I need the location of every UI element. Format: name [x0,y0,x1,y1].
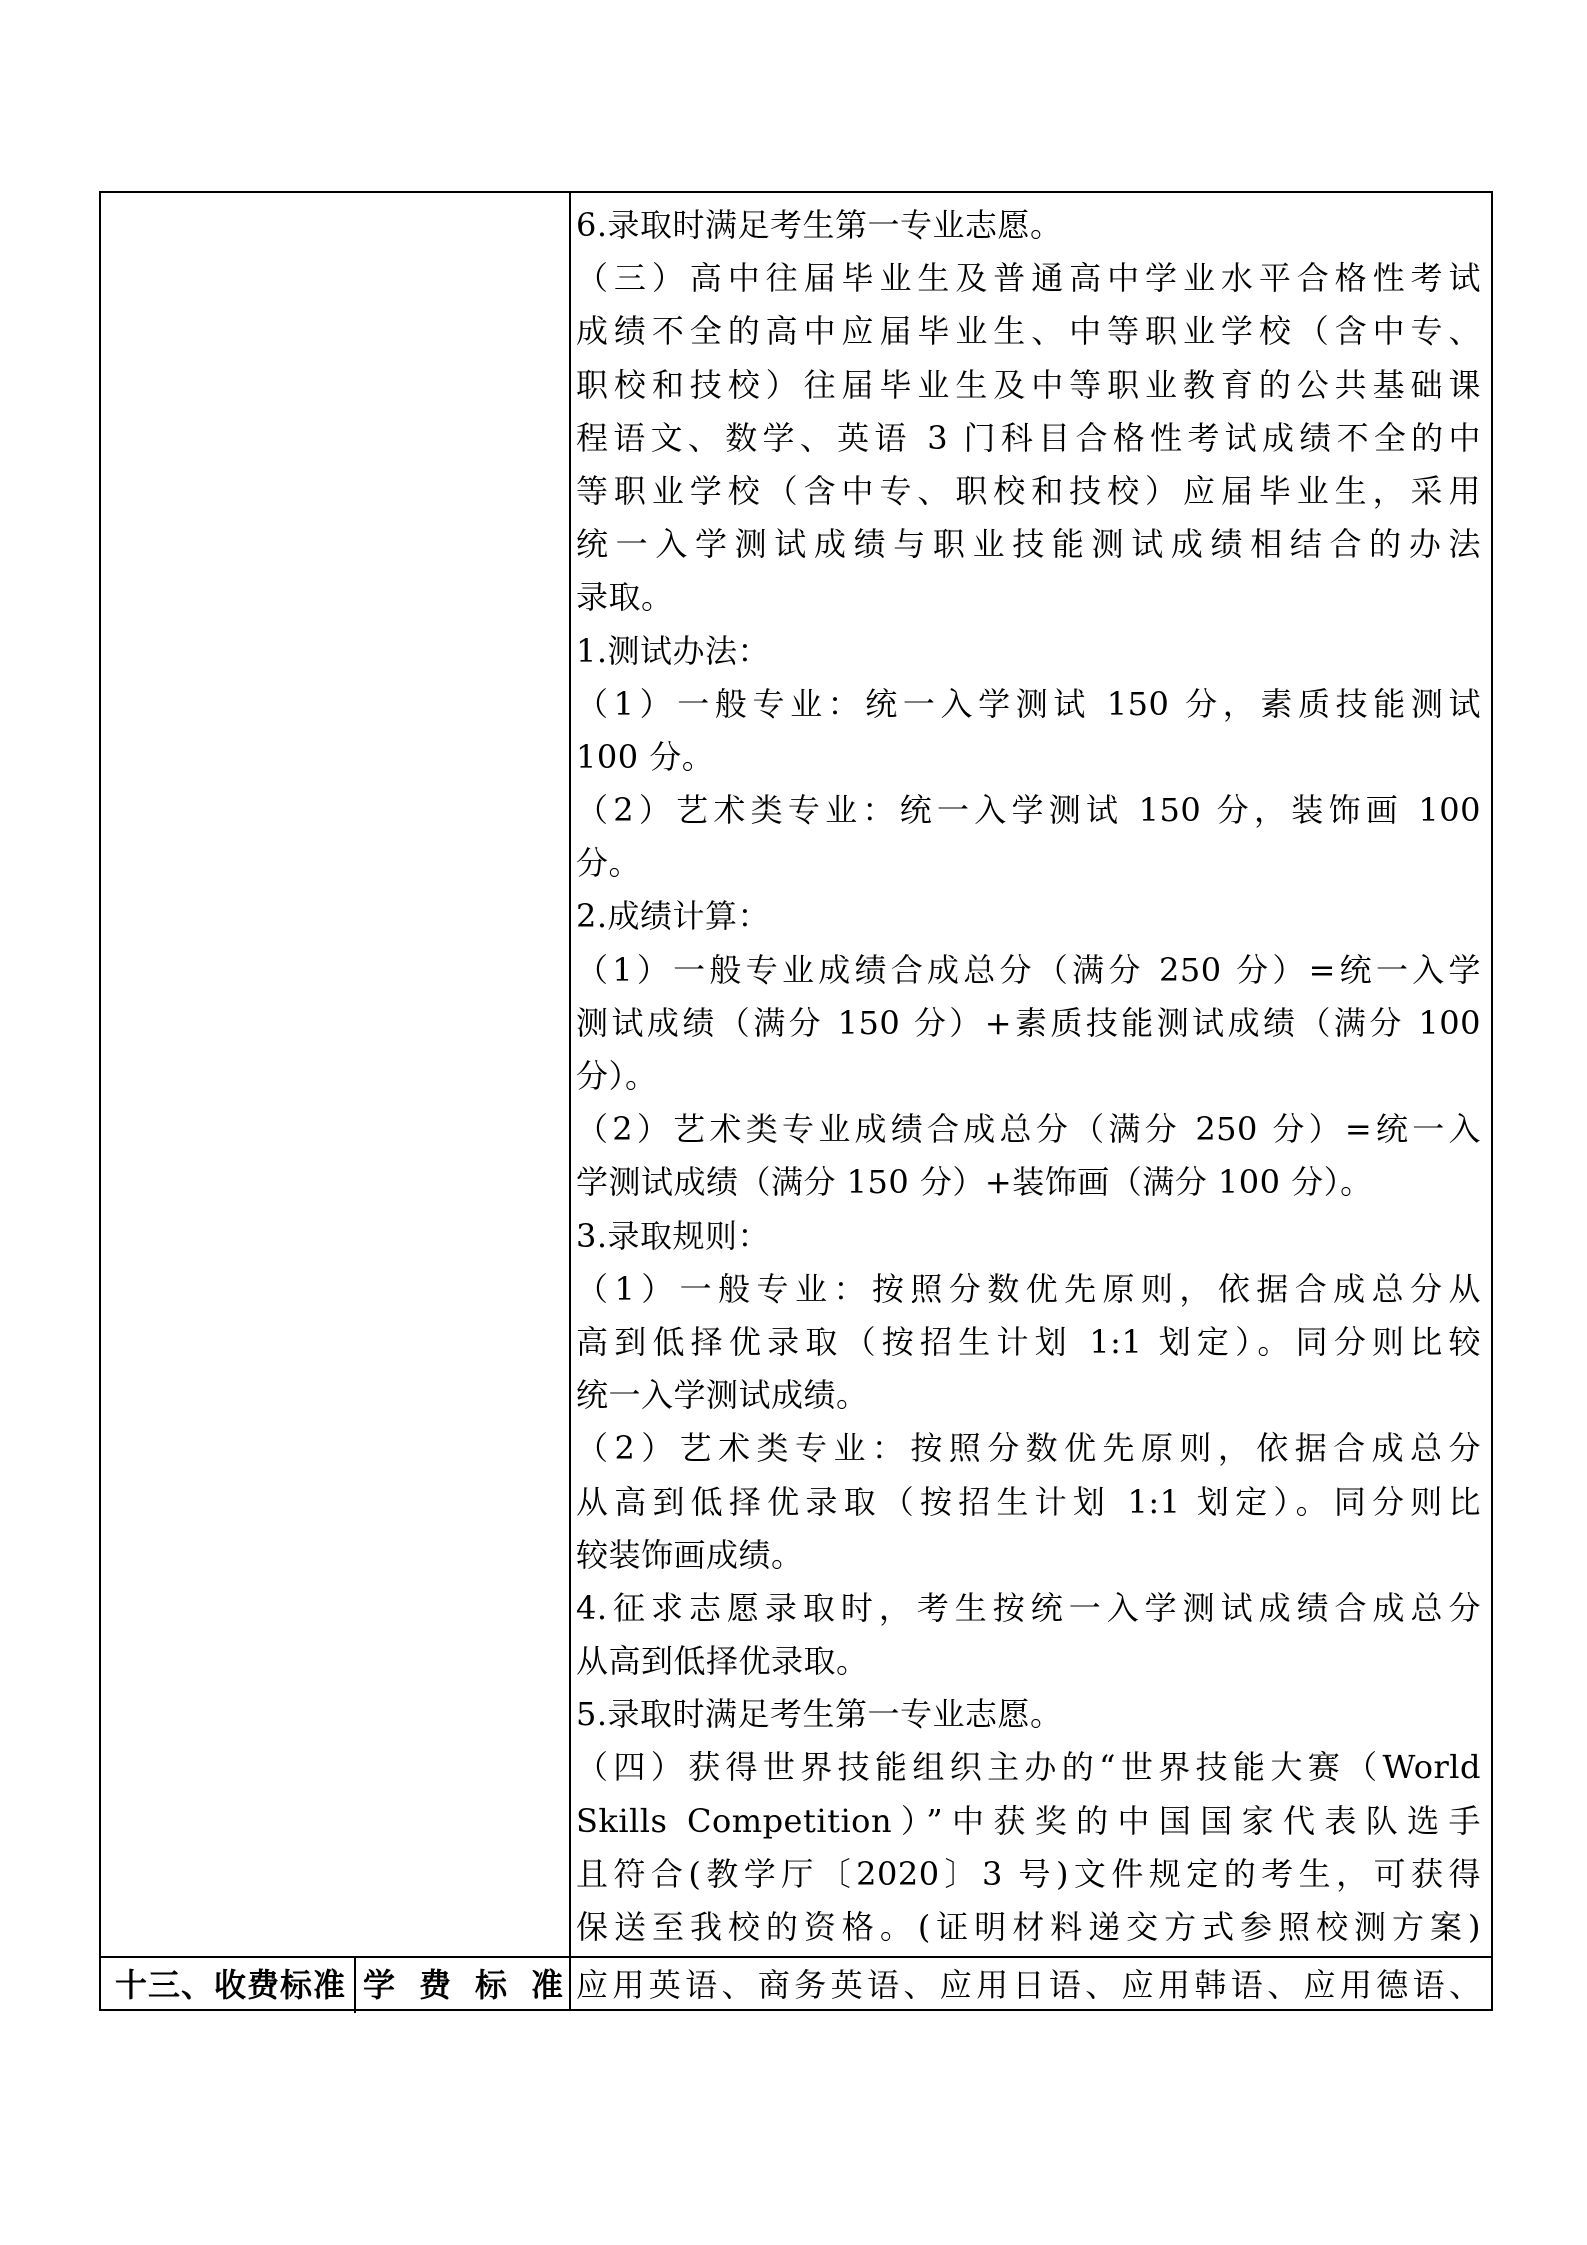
content-line: 成绩不全的高中应届毕业生、中等职业学校（含中专、 [576,312,1481,351]
content-line: 2.成绩计算： [576,897,771,936]
content-line: 较装饰画成绩。 [576,1535,804,1574]
admission-rules-cell [576,199,1481,1949]
content-line: 录取。 [576,578,674,617]
content-line: 从高到低择优录取（按招生计划 1:1 划定）。同分则比 [576,1482,1481,1521]
content-line: （1）一般专业：按照分数优先原则，依据合成总分从 [576,1269,1481,1308]
tuition-content: 应用英语、商务英语、应用日语、应用韩语、应用德语、 [576,1966,1481,2004]
admission-table [99,191,1493,2011]
content-line: 3.录取规则： [576,1216,771,1255]
content-line: 分。 [576,844,642,883]
content-line: 保送至我校的资格。(证明材料递交方式参照校测方案) [576,1908,1481,1946]
column-divider-footer [354,1956,356,2013]
content-line: 程语文、数学、英语 3 门科目合格性考试成绩不全的中 [576,418,1481,457]
content-line: 6.录取时满足考生第一专业志愿。 [576,206,1063,244]
content-line: 1.测试办法： [576,631,771,670]
content-line: 且符合(教学厅〔2020〕3 号)文件规定的考生，可获得 [576,1854,1481,1893]
content-line: 测试成绩（满分 150 分）+素质技能测试成绩（满分 100 [576,1003,1481,1042]
column-divider [569,193,571,2009]
content-line: 统一入学测试成绩与职业技能测试成绩相结合的办法 [576,525,1481,564]
content-line: 4.征求志愿录取时，考生按统一入学测试成绩合成总分 [576,1588,1481,1627]
content-line: 等职业学校（含中专、职校和技校）应届毕业生，采用 [576,471,1481,510]
content-line: （三）高中往届毕业生及普通高中学业水平合格性考试 [576,259,1481,298]
content-line: （1）一般专业成绩合成总分（满分 250 分）=统一入学 [576,950,1481,989]
content-line: （四）获得世界技能组织主办的“世界技能大赛（World [576,1748,1481,1787]
content-line: 5.录取时满足考生第一专业志愿。 [576,1695,1063,1734]
content-line: 统一入学测试成绩。 [576,1376,869,1415]
content-line: 高到低择优录取（按招生计划 1:1 划定）。同分则比较 [576,1322,1481,1361]
content-line: 从高到低择优录取。 [576,1642,869,1681]
content-line: （2）艺术类专业：按照分数优先原则，依据合成总分 [576,1429,1481,1468]
content-line: Skills Competition）”中获奖的中国国家代表队选手 [576,1801,1481,1840]
content-line: 分）。 [576,1057,658,1095]
content-line: （1）一般专业：统一入学测试 150 分，素质技能测试 [576,684,1481,723]
content-line: 职校和技校）往届毕业生及中等职业教育的公共基础课 [576,365,1481,404]
section-label-fees: 十三、收费标准 [115,1966,347,2004]
content-line: 100 分。 [576,737,715,776]
content-line: （2）艺术类专业成绩合成总分（满分 250 分）=统一入 [576,1110,1481,1149]
content-line: （2）艺术类专业：统一入学测试 150 分，装饰画 100 [576,791,1481,830]
content-line: 学测试成绩（满分 150 分）+装饰画（满分 100 分）。 [576,1163,1373,1202]
section-sublabel-tuition: 学费标准 [363,1966,563,2004]
